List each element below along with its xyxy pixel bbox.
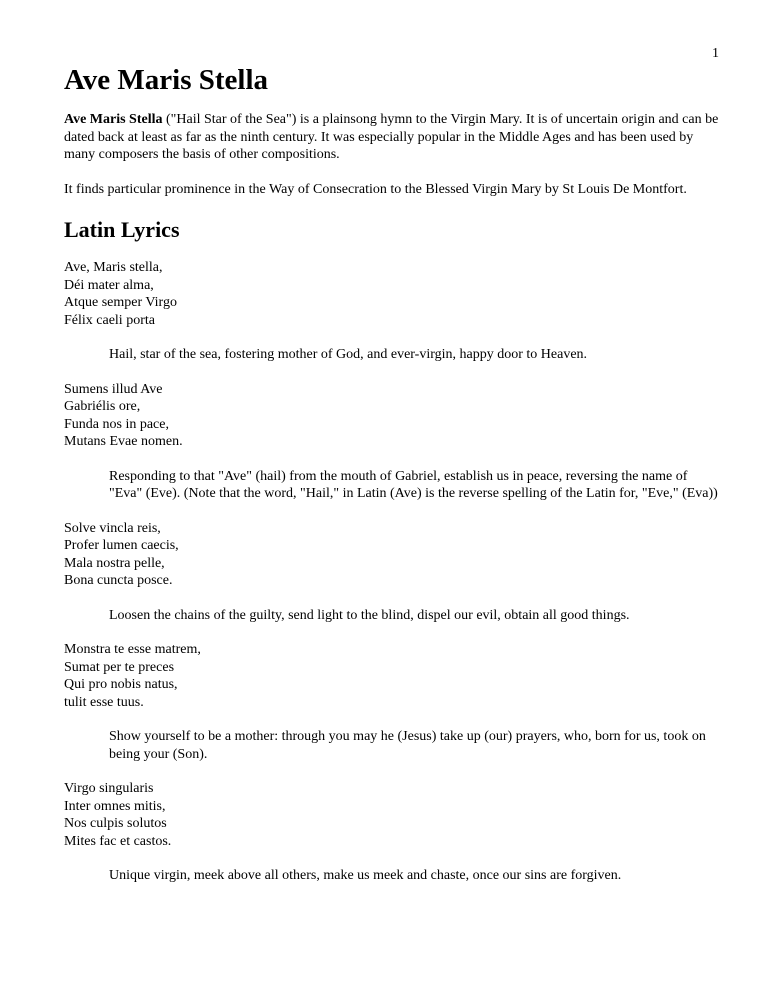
translation-4: Show yourself to be a mother: through you may he (Jesus) take up (our) prayers, who, born for us, took on being your (Son). [109, 729, 706, 762]
verse-line: Inter omnes mitis, [64, 798, 166, 814]
page-number: 1 [712, 46, 719, 61]
stanza-5 [64, 780, 724, 850]
verse-line: Gabriélis ore, [64, 399, 141, 414]
intro-bold-name: Ave Maris Stella [64, 112, 163, 127]
intro-paragraph [64, 111, 724, 164]
translation-5: Unique virgin, meek above all others, make us meek and chaste, once our sins are forgiven. [109, 868, 622, 883]
verse-line: Nos culpis solutos [64, 816, 167, 831]
document-body [64, 62, 724, 902]
lyrics-heading: Latin Lyrics [64, 217, 180, 242]
verse-line: Funda nos in pace, [64, 416, 169, 432]
verse-line: Sumat per te preces [64, 659, 175, 675]
verse-line: Bona cuncta posce. [64, 573, 173, 588]
verse-line: Mala nostra pelle, [64, 555, 165, 571]
page-title: Ave Maris Stella [64, 64, 269, 96]
stanza-4 [64, 641, 724, 711]
verse-line: Mites fac et castos. [64, 833, 172, 849]
verse-line: Solve vincla reis, [64, 520, 161, 536]
verse-line: tulit esse tuus. [64, 694, 144, 710]
verse-line: Déi mater alma, [64, 277, 154, 293]
consecration-paragraph: It finds particular prominence in the Way of Consecration to the Blessed Virgin Mary by St Louis De Montfort. [64, 181, 687, 197]
verse-line: Virgo singularis [64, 781, 154, 796]
verse-line: Félix caeli porta [64, 312, 155, 328]
translation-1: Hail, star of the sea, fostering mother of God, and ever-virgin, happy door to Heaven. [109, 347, 588, 362]
stanza-3 [64, 520, 724, 590]
verse-line: Qui pro nobis natus, [64, 677, 178, 692]
verse-line: Monstra te esse matrem, [64, 642, 201, 657]
stanza-1 [64, 259, 724, 329]
translation-3: Loosen the chains of the guilty, send light to the blind, dispel our evil, obtain all good things. [109, 607, 630, 623]
verse-line: Ave, Maris stella, [64, 260, 163, 275]
verse-line: Mutans Evae nomen. [64, 434, 183, 449]
translation-2: Responding to that "Ave" (hail) from the mouth of Gabriel, establish us in peace, reversing the name of "Eva" (Eve). (Note that the word, "Hail," in Latin (Ave) is the reverse spelling of the Latin for, "Eve," (Eva)) [109, 468, 718, 501]
stanza-2 [64, 381, 724, 451]
verse-line: Profer lumen caecis, [64, 538, 179, 553]
verse-line: Sumens illud Ave [64, 381, 163, 397]
verse-line: Atque semper Virgo [64, 295, 177, 310]
intro-text: ("Hail Star of the Sea") is a plainsong hymn to the Virgin Mary. It is of uncertain origin and can be dated back at least as far as the ninth century. It was especially popular in the Middle Ages and has been used by many composers the basis of other compositions. [64, 112, 719, 162]
